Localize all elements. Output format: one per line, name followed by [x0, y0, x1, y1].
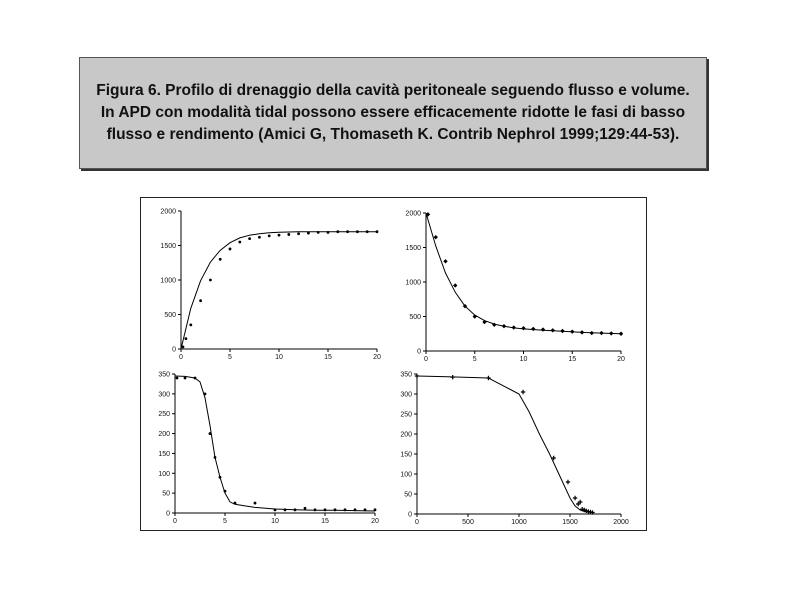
chart-3-y-tick-label-7: 350: [158, 371, 170, 379]
chart-2-data-point-1: [434, 235, 438, 239]
chart-3-y-tick-label-6: 300: [158, 391, 170, 399]
chart-2-y-tick-label-2: 1000: [405, 279, 421, 287]
chart-4-x-tick-label-1: 500: [462, 519, 474, 526]
chart-2-y-tick-label-1: 500: [409, 314, 421, 321]
chart-3-fit-curve: [175, 376, 375, 511]
chart-2-y-tick-label-4: 2000: [405, 210, 421, 218]
chart-2-data-point-2: [443, 259, 447, 263]
chart-1-data-point-5: [219, 258, 222, 261]
caption-box: [79, 57, 707, 169]
chart-1-x-tick-label-3: 15: [324, 354, 332, 361]
chart-4-x-tick-label-0: 0: [415, 519, 419, 526]
chart-4-y-tick-label-1: 50: [404, 491, 412, 499]
chart-3-y-tick-label-4: 200: [158, 431, 170, 439]
chart-2-x-tick-label-3: 15: [568, 356, 577, 363]
chart-2-fit-curve: [426, 213, 621, 334]
chart-1-data-point-8: [248, 237, 251, 240]
chart-2-x-tick-label-1: 5: [472, 356, 477, 363]
chart-3-data-point-13: [304, 507, 307, 510]
chart-1-x-tick-label-1: 5: [228, 354, 232, 361]
figure-frame: [140, 197, 647, 531]
chart-1-data-point-7: [238, 241, 241, 244]
chart-1-data-point-1: [185, 337, 188, 340]
chart-1-data-point-12: [287, 233, 290, 236]
chart-1-x-tick-label-4: 20: [373, 354, 381, 361]
chart-4-y-tick-label-2: 100: [400, 471, 412, 479]
chart-1-y-tick-label-0: 0: [172, 346, 176, 354]
chart-1-data-point-2: [189, 323, 192, 326]
chart-1-x-tick-label-0: 0: [179, 354, 183, 361]
chart-2-data-point-10: [521, 326, 525, 330]
chart-1-y-tick-label-4: 2000: [160, 208, 176, 216]
chart-1-data-point-11: [278, 234, 281, 237]
chart-3-x-tick-label-2: 10: [271, 518, 279, 525]
chart-1-data-point-4: [209, 279, 212, 282]
chart-2-x-tick-label-2: 10: [519, 356, 528, 363]
chart-4-x-tick-label-4: 2000: [613, 519, 629, 526]
chart-2-x-tick-label-0: 0: [424, 356, 428, 363]
chart-4-x-tick-label-3: 1500: [562, 519, 578, 526]
chart-1-data-point-3: [199, 299, 202, 302]
charts-canvas: [141, 198, 646, 530]
chart-3-x-tick-label-4: 20: [371, 518, 379, 525]
chart-4-data-point-6: [573, 496, 577, 500]
chart-1-data-point-10: [268, 234, 271, 237]
chart-4-y-tick-label-5: 250: [400, 411, 412, 419]
chart-4-data-point-3: [521, 390, 525, 394]
chart-4-y-tick-label-0: 0: [408, 511, 412, 519]
chart-4-y-tick-label-4: 200: [400, 431, 412, 439]
chart-3-x-tick-label-0: 0: [173, 518, 177, 525]
chart-2-data-point-11: [531, 327, 535, 331]
chart-3-y-tick-label-2: 100: [158, 470, 170, 478]
chart-3-data-point-9: [254, 502, 257, 505]
chart-4-fit-curve: [417, 376, 595, 513]
chart-1-data-point-6: [229, 248, 232, 251]
chart-3-x-tick-label-3: 15: [321, 518, 329, 525]
chart-1-x-tick-label-2: 10: [275, 354, 283, 361]
chart-3-y-tick-label-5: 250: [158, 411, 170, 419]
chart-1-fit-curve: [181, 232, 377, 349]
chart-3-y-tick-label-1: 50: [162, 490, 170, 498]
chart-1-y-tick-label-3: 1500: [160, 243, 176, 250]
chart-1-y-tick-label-1: 500: [164, 312, 176, 319]
chart-3-y-tick-label-3: 150: [158, 450, 170, 458]
chart-1-data-point-13: [297, 232, 300, 235]
chart-2-x-tick-label-4: 20: [617, 356, 625, 363]
chart-3-x-tick-label-1: 5: [223, 518, 227, 525]
chart-4-y-tick-label-6: 300: [400, 391, 412, 399]
chart-4-data-point-5: [566, 480, 570, 484]
chart-2-data-point-3: [453, 283, 457, 287]
chart-4-y-tick-label-7: 350: [400, 371, 412, 379]
chart-3-y-tick-label-0: 0: [166, 510, 170, 518]
figure-caption: Figura 6. Profilo di drenaggio della cavità peritoneale seguendo flusso e volume. In APD con modalità tidal possono essere efficacemente ridotte le fasi di basso flusso e rendimento (Amici G, Thomaseth K. Contrib Nephrol 1999;129:44-53).: [96, 82, 690, 143]
chart-2-data-point-12: [541, 327, 545, 331]
chart-2-y-tick-label-3: 1500: [405, 245, 421, 252]
chart-4-x-tick-label-2: 1000: [511, 519, 527, 526]
chart-1-data-point-9: [258, 236, 261, 239]
chart-2-y-tick-label-0: 0: [417, 348, 421, 356]
chart-3-data-point-0: [176, 377, 179, 380]
chart-1-y-tick-label-2: 1000: [160, 277, 176, 285]
chart-4-y-tick-label-3: 150: [400, 451, 412, 459]
